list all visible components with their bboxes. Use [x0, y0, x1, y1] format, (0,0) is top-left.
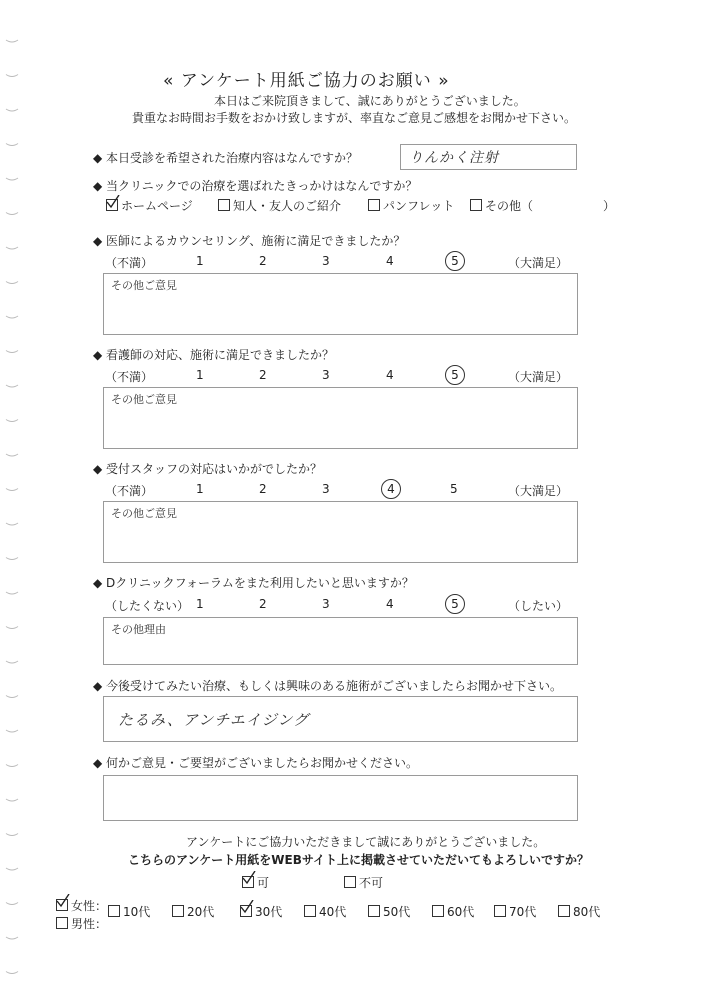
binder-hole	[6, 558, 18, 560]
binder-hole	[6, 661, 18, 663]
age-option-70代[interactable]	[494, 903, 536, 920]
age-option-50代[interactable]	[368, 903, 410, 920]
q8-text: ◆ 何かご意見・ご要望がございましたらお聞かせください。	[93, 756, 419, 770]
q4-scale-option-2[interactable]: 2	[259, 368, 267, 382]
binder-hole	[6, 316, 18, 318]
q3-scale-option-2[interactable]: 2	[259, 254, 267, 268]
q2-option-referral[interactable]	[218, 197, 341, 214]
q3-scale-low-label: （不満）	[105, 256, 154, 270]
gender-male-checkbox[interactable]	[56, 917, 68, 929]
q5-comment-label: その他ご意見	[111, 507, 177, 520]
q6-scale-option-3[interactable]: 3	[322, 597, 330, 611]
q3-scale-option-4[interactable]: 4	[386, 254, 394, 268]
q6-scale-option-5[interactable]: 5	[445, 594, 465, 614]
binder-hole	[6, 972, 18, 974]
q6-comment-box[interactable]	[103, 617, 578, 665]
binder-hole	[6, 40, 18, 42]
q5-text: ◆ 受付スタッフの対応はいかがでしたか？	[93, 462, 323, 476]
permission-question: こちらのアンケート用紙をWEBサイト上に掲載させていただいてもよろしいですか？	[128, 853, 590, 867]
q2-homepage-checkbox[interactable]	[106, 199, 118, 211]
q4-scale-high-label: （大満足）	[508, 370, 569, 384]
q2-referral-checkbox[interactable]	[218, 199, 230, 211]
age-checkbox[interactable]	[368, 905, 380, 917]
gender-male[interactable]	[56, 915, 107, 932]
age-option-30代[interactable]	[240, 903, 282, 920]
age-label: 60代	[447, 905, 475, 919]
age-label: 30代	[255, 905, 283, 919]
age-option-10代[interactable]	[108, 903, 150, 920]
q5-scale-option-1[interactable]: 1	[196, 482, 204, 496]
q2-option-label: パンフレット	[383, 199, 455, 213]
q2-option-other[interactable]	[470, 197, 533, 214]
binder-hole	[6, 75, 18, 77]
binder-hole	[6, 385, 18, 387]
binder-hole	[6, 489, 18, 491]
q3-comment-box[interactable]	[103, 273, 578, 335]
q2-option-homepage[interactable]	[106, 197, 193, 214]
binder-hole	[6, 420, 18, 422]
q3-scale-option-1[interactable]: 1	[196, 254, 204, 268]
age-label: 10代	[123, 905, 151, 919]
q4-comment-label: その他ご意見	[111, 393, 177, 406]
binder-hole	[6, 799, 18, 801]
permission-no[interactable]	[344, 874, 383, 891]
q3-scale-high-label: （大満足）	[508, 256, 569, 270]
binder-hole	[6, 730, 18, 732]
intro-line-2: 貴重なお時間お手数をおかけ致しますが、率直なご意見ご感想をお聞かせ下さい。	[132, 111, 577, 125]
q4-scale-option-4[interactable]: 4	[386, 368, 394, 382]
age-checkbox[interactable]	[240, 905, 252, 917]
binder-hole	[6, 834, 18, 836]
q5-comment-box[interactable]	[103, 501, 578, 563]
q5-scale-option-2[interactable]: 2	[259, 482, 267, 496]
permission-yes[interactable]	[242, 874, 269, 891]
binder-hole	[6, 213, 18, 215]
binder-hole	[6, 696, 18, 698]
q6-comment-label: その他理由	[111, 623, 166, 636]
gender-male-label: 男性：	[71, 917, 108, 931]
q3-scale-option-5[interactable]: 5	[445, 251, 465, 271]
intro-line-1: 本日はご来院頂きまして、誠にありがとうございました。	[214, 94, 526, 108]
q3-comment-label: その他ご意見	[111, 279, 177, 292]
q4-scale-option-5[interactable]: 5	[445, 365, 465, 385]
binder-hole	[6, 765, 18, 767]
q2-other-checkbox[interactable]	[470, 199, 482, 211]
q6-scale-low-label: （したくない）	[105, 599, 190, 613]
age-checkbox[interactable]	[432, 905, 444, 917]
page-title: « アンケート用紙ご協力のお願い »	[163, 71, 450, 91]
permission-no-checkbox[interactable]	[344, 876, 356, 888]
binder-hole	[6, 627, 18, 629]
age-checkbox[interactable]	[558, 905, 570, 917]
q4-scale-low-label: （不満）	[105, 370, 154, 384]
check-mark-icon	[56, 894, 70, 908]
q6-scale-option-2[interactable]: 2	[259, 597, 267, 611]
binder-hole	[6, 109, 18, 111]
binder-hole	[6, 247, 18, 249]
q8-answer-box[interactable]	[103, 775, 578, 821]
q4-scale-option-3[interactable]: 3	[322, 368, 330, 382]
q2-option-label: ホームページ	[121, 199, 193, 213]
q4-comment-box[interactable]	[103, 387, 578, 449]
q2-option-label: その他（	[485, 199, 534, 213]
q4-text: ◆ 看護師の対応、施術に満足できましたか？	[93, 348, 335, 362]
age-label: 50代	[383, 905, 411, 919]
q5-scale-low-label: （不満）	[105, 484, 154, 498]
q6-scale-option-1[interactable]: 1	[196, 597, 204, 611]
q3-scale-option-3[interactable]: 3	[322, 254, 330, 268]
q2-text: ◆ 当クリニックでの治療を選ばれたきっかけはなんですか？	[93, 179, 418, 193]
binder-hole	[6, 903, 18, 905]
q5-scale-high-label: （大満足）	[508, 484, 569, 498]
q6-scale-high-label: （したい）	[508, 599, 569, 613]
age-label: 20代	[187, 905, 215, 919]
age-checkbox[interactable]	[108, 905, 120, 917]
permission-no-label: 不可	[359, 876, 384, 890]
footer-thanks: アンケートにご協力いただきまして誠にありがとうございました。	[186, 835, 546, 849]
permission-yes-checkbox[interactable]	[242, 876, 254, 888]
q6-scale-option-4[interactable]: 4	[386, 597, 394, 611]
q1-answer-box[interactable]	[400, 144, 577, 170]
q1-text: ◆ 本日受診を希望された治療内容はなんですか？	[93, 151, 359, 165]
q5-scale-option-4[interactable]: 4	[381, 479, 401, 499]
binder-holes	[0, 0, 24, 1000]
binder-hole	[6, 592, 18, 594]
binder-hole	[6, 868, 18, 870]
q6-text: ◆ Dクリニックフォーラムをまた利用したいと思いますか？	[93, 576, 414, 590]
q2-option-pamphlet[interactable]	[368, 197, 454, 214]
binder-hole	[6, 144, 18, 146]
q2-other-close: ）	[603, 199, 616, 213]
age-option-80代[interactable]	[558, 903, 600, 920]
age-checkbox[interactable]	[304, 905, 316, 917]
binder-hole	[6, 351, 18, 353]
check-mark-icon	[240, 900, 254, 914]
check-mark-icon	[106, 195, 120, 209]
binder-hole	[6, 454, 18, 456]
age-label: 80代	[573, 905, 601, 919]
q3-text: ◆ 医師によるカウンセリング、施術に満足できましたか？	[93, 234, 406, 248]
age-option-60代[interactable]	[432, 903, 474, 920]
gender-female-label: 女性：	[71, 899, 108, 913]
q4-scale-option-1[interactable]: 1	[196, 368, 204, 382]
binder-hole	[6, 178, 18, 180]
gender-female-checkbox[interactable]	[56, 899, 68, 911]
check-mark-icon	[242, 871, 256, 885]
age-label: 40代	[319, 905, 347, 919]
q1-answer: りんかく注射	[409, 150, 499, 166]
q2-option-label: 知人・友人のご紹介	[233, 199, 342, 213]
q7-answer: たるみ、アンチエイジング	[118, 711, 310, 729]
age-checkbox[interactable]	[172, 905, 184, 917]
q2-pamphlet-checkbox[interactable]	[368, 199, 380, 211]
age-option-20代[interactable]	[172, 903, 214, 920]
gender-female[interactable]	[56, 897, 107, 914]
binder-hole	[6, 937, 18, 939]
age-label: 70代	[509, 905, 537, 919]
q5-scale-option-3[interactable]: 3	[322, 482, 330, 496]
q5-scale-option-5[interactable]: 5	[450, 482, 458, 496]
q7-text: ◆ 今後受けてみたい治療、もしくは興味のある施術がございましたらお聞かせ下さい。	[93, 679, 563, 693]
binder-hole	[6, 523, 18, 525]
permission-yes-label: 可	[257, 876, 270, 890]
age-option-40代[interactable]	[304, 903, 346, 920]
age-checkbox[interactable]	[494, 905, 506, 917]
q7-answer-box[interactable]	[103, 696, 578, 742]
binder-hole	[6, 282, 18, 284]
